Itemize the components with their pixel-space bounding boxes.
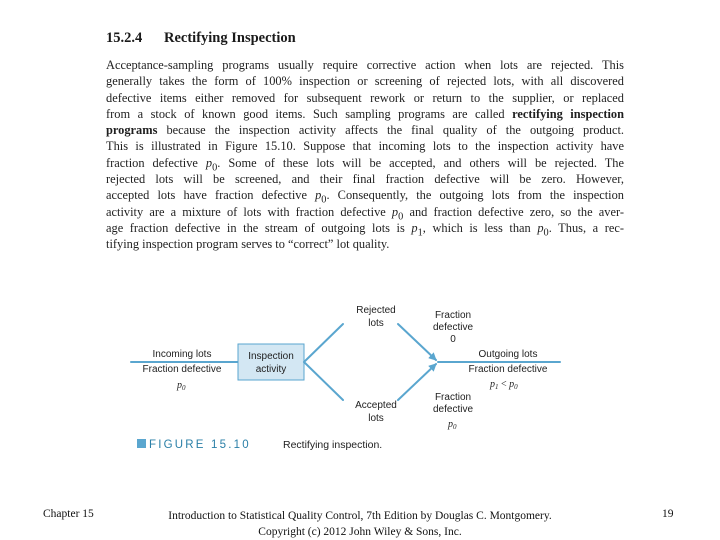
- rejected-lots-label-1: Rejected: [356, 305, 396, 316]
- outgoing-fraction-value: $p_1 < p_0$: [490, 379, 518, 391]
- figure-caption: Rectifying inspection.: [283, 439, 383, 451]
- footer-chapter: Chapter 15: [43, 508, 94, 520]
- footer-page-number: 19: [662, 508, 674, 520]
- bold-term: rectifying inspection: [512, 106, 624, 121]
- inspection-box-line1: Inspection: [248, 351, 294, 362]
- section-number: 15.2.4: [106, 30, 143, 46]
- text-run: This is illustrated in Figure 15.10. Suppose that incoming lots to the inspection activity have: [106, 139, 624, 154]
- math-var: p: [315, 188, 322, 203]
- text-run: generally takes the form of 100% inspection or screening of rejected lots, with all discovered: [106, 74, 624, 89]
- footer-citation: [150, 508, 570, 540]
- math-var: p: [537, 220, 544, 235]
- text-run: defective items either removed for subsequent rework or return to the supplier, or replaced: [106, 90, 624, 105]
- text-run: because the inspection activity affects the final quality of the outgoing product.: [157, 123, 624, 138]
- text-run: . Some of these lots will be accepted, and others will be rejected. The: [217, 155, 624, 170]
- bold-term: programs: [106, 123, 158, 138]
- math-var: p: [205, 155, 213, 170]
- math-sub: 0: [543, 227, 549, 239]
- rejected-merge-arrow: [398, 324, 436, 360]
- incoming-fraction-label: Fraction defective: [142, 364, 222, 375]
- text-run: activity are a mixture of lots with fraction defective: [106, 204, 392, 219]
- outgoing-lots-label: Outgoing lots: [478, 349, 538, 360]
- text-run: , which is less than: [422, 220, 538, 235]
- caption-marker-icon: [137, 439, 146, 448]
- text-run: . Consequently, the outgoing lots from the inspection: [326, 188, 624, 203]
- citation-line-1: Introduction to Statistical Quality Control, 7th Edition by Douglas C. Montgomery.: [168, 510, 552, 522]
- text-run: age fraction defective in the stream of outgoing lots is: [106, 220, 412, 235]
- to-accepted-line: [304, 362, 343, 400]
- text-run: tifying inspection program serves to “correct” lot quality.: [106, 237, 390, 252]
- math-var: p: [391, 204, 399, 219]
- math-sub: 1: [417, 227, 423, 239]
- bottom-fraction-value: $p_0$: [448, 419, 457, 431]
- incoming-lots-label: Incoming lots: [152, 349, 212, 360]
- incoming-fraction-value: $p_0$: [177, 380, 186, 392]
- to-rejected-line: [304, 324, 343, 362]
- math-sub: 0: [321, 194, 327, 206]
- bottom-fraction-label-1: Fraction: [434, 392, 472, 403]
- top-fraction-label-1: Fraction: [434, 310, 472, 321]
- accepted-lots-label-2: lots: [368, 413, 384, 424]
- inspection-box-line2: activity: [255, 364, 287, 375]
- rejected-lots-label-2: lots: [368, 318, 384, 329]
- top-fraction-value: 0: [450, 334, 456, 345]
- accepted-lots-label-1: Accepted: [355, 400, 397, 411]
- text-run: Acceptance-sampling programs usually require corrective action when lots are rejected. This: [106, 58, 624, 72]
- text-run: fraction defective: [106, 155, 206, 170]
- math-var: p: [411, 220, 418, 235]
- section-title: Rectifying Inspection: [164, 30, 296, 46]
- bottom-fraction-label-2: defective: [432, 404, 474, 415]
- text-run: and fraction defective zero, so the aver-: [403, 204, 624, 219]
- outgoing-fraction-label: Fraction defective: [468, 364, 548, 375]
- math-sub: 0: [212, 162, 218, 174]
- text-run: from a stock of known good items. Such sampling programs are called: [106, 106, 513, 121]
- figure-number: FIGURE 15.10: [149, 439, 251, 451]
- accepted-merge-arrow: [398, 364, 436, 400]
- text-run: rejected lots will be screened, and their final fraction defective will be zero. However,: [106, 172, 624, 187]
- text-run: . Thus, a rec-: [548, 220, 625, 235]
- citation-line-2: Copyright (c) 2012 John Wiley & Sons, Inc.: [258, 526, 462, 538]
- text-run: accepted lots have fraction defective: [106, 188, 316, 203]
- math-sub: 0: [398, 211, 404, 223]
- top-fraction-label-2: defective: [432, 322, 474, 333]
